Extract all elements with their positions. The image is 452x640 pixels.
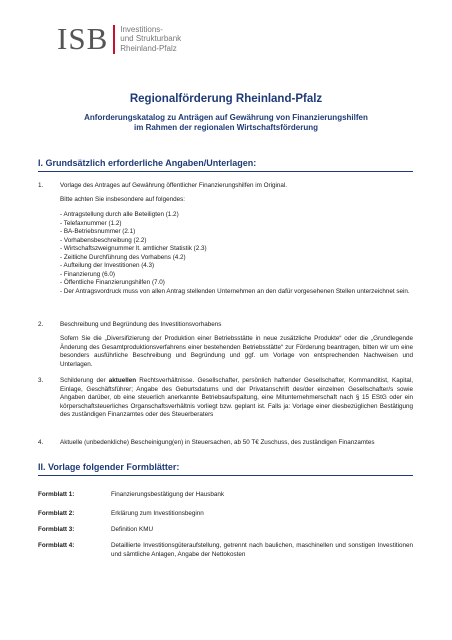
item-3-text-emphasis: aktuellen bbox=[108, 377, 137, 384]
item-1-number: 1. bbox=[38, 182, 44, 189]
list-item: - Aufteilung der Investitionen (4.3) bbox=[60, 262, 155, 269]
list-item: - Vorhabensbeschreibung (2.2) bbox=[60, 236, 147, 244]
item-4-text: Aktuelle (unbedenkliche) Bescheinigung(en) in Steuersachen, ab 50 T€ Zuschuss, des zuständigen Finanzamtes bbox=[60, 439, 375, 446]
item-1-checklist bbox=[60, 211, 413, 296]
item-2-number: 2. bbox=[38, 321, 44, 328]
form-label: Formblatt 4: bbox=[38, 542, 75, 549]
logo-text bbox=[120, 25, 181, 54]
section-1-heading: I. Grundsätzlich erforderliche Angaben/Unterlagen: bbox=[38, 158, 257, 168]
list-item: - Öffentliche Finanzierungshilfen (7.0) bbox=[60, 279, 165, 286]
item-1-text: Vorlage des Antrages auf Gewährung öffentlicher Finanzierungshilfen im Original. bbox=[60, 182, 288, 189]
item-4-number: 4. bbox=[38, 439, 44, 446]
logo-line-1: Investitions- bbox=[120, 24, 163, 34]
subtitle-line-1: Anforderungskatalog zu Anträgen auf Gewährung von Finanzierungshilfen bbox=[84, 113, 368, 122]
list-item: - Zeitliche Durchführung des Vorhabens (4.2) bbox=[60, 253, 186, 261]
form-description: Detaillierte Investitionsgüteraufstellung, getrennt nach baulichen, maschinellen und sonstigen Investitionen und sämtliche Anlagen, Angabe der Nettokosten bbox=[111, 542, 413, 558]
section-2-rule bbox=[38, 475, 413, 476]
form-description: Finanzierungsbestätigung der Hausbank bbox=[111, 491, 225, 498]
form-description: Definition KMU bbox=[111, 526, 153, 533]
logo-line-2: und Strukturbank bbox=[120, 34, 182, 44]
item-1-intro: Bitte achten Sie insbesondere auf folgendes: bbox=[60, 196, 185, 203]
form-label: Formblatt 3: bbox=[38, 526, 75, 533]
section-1-rule bbox=[38, 171, 413, 172]
item-3-text bbox=[60, 377, 413, 420]
page-title: Regionalförderung Rheinland-Pfalz bbox=[129, 93, 323, 105]
form-label: Formblatt 2: bbox=[38, 510, 75, 517]
list-item: - Antragstellung durch alle Beteiligten (1.2) bbox=[60, 211, 179, 218]
page-subtitle bbox=[0, 113, 452, 133]
item-2-detail: Sofern Sie die „Diversifizierung der Produktion einer Betriebsstätte in neue zusätzliche Produkte“ oder die „Grundlegende Änderung des Gesamtproduktionsverfahrens einer bestehenden Betriebsstätte“ zur Förderung beantragen, bitten wir um eine besonders ausführliche Beschreibung und Begründung und ggf. um Vorlage von entsprechenden Nachweisen und Unterlagen. bbox=[60, 335, 413, 368]
list-item: - Wirtschaftszweignummer lt. amtlicher Statistik (2.3) bbox=[60, 245, 207, 252]
item-3-text-start: Schilderung der bbox=[60, 377, 109, 384]
list-item: - BA-Betriebsnummer (2.1) bbox=[60, 228, 136, 235]
logo-mark: ISB bbox=[57, 21, 109, 56]
form-label: Formblatt 1: bbox=[38, 491, 75, 498]
logo-line-3: Rheinland-Pfalz bbox=[120, 43, 177, 53]
form-description: Erklärung zum Investitionsbeginn bbox=[111, 510, 204, 517]
logo-divider bbox=[113, 25, 115, 54]
isb-logo bbox=[57, 21, 182, 56]
item-3-text-rest: Rechtsverhältnisse. Gesellschafter, persönlich haftender Gesellschafter, Kommanditist, Kapital, Einlage, Geschäftsführer; Angabe des Geburtsdatums und der Privatanschrift des/der einzelnen Gesellschafter/s sowie Angaben darüber, ob eine steuerlich anerkannte Betriebsaufspaltung, eine Mitunternehmerschaft nach § 15 EStG oder ein körperschaftsteuerliches Organschaftsverhältnis vorliegt bzw. geplant ist. Falls ja: Vorlage einer diesbezüglichen Bestätigung des zuständigen Finanzamtes oder des Steuerberaters bbox=[60, 377, 413, 418]
list-item: - Der Antragsvordruck muss von allen Antrag stellenden Unternehmen an den dafür vorgesehenen Stellen unterzeichnet sein. bbox=[60, 287, 410, 295]
subtitle-line-2: im Rahmen der regionalen Wirtschaftsförderung bbox=[134, 123, 318, 132]
item-2-text: Beschreibung und Begründung des Investitionsvorhabens bbox=[60, 321, 222, 328]
item-3-number: 3. bbox=[38, 377, 44, 384]
section-2-heading: II. Vorlage folgender Formblätter: bbox=[38, 462, 180, 472]
list-item: - Telefaxnummer (1.2) bbox=[60, 219, 122, 227]
list-item: - Finanzierung (6.0) bbox=[60, 270, 115, 278]
